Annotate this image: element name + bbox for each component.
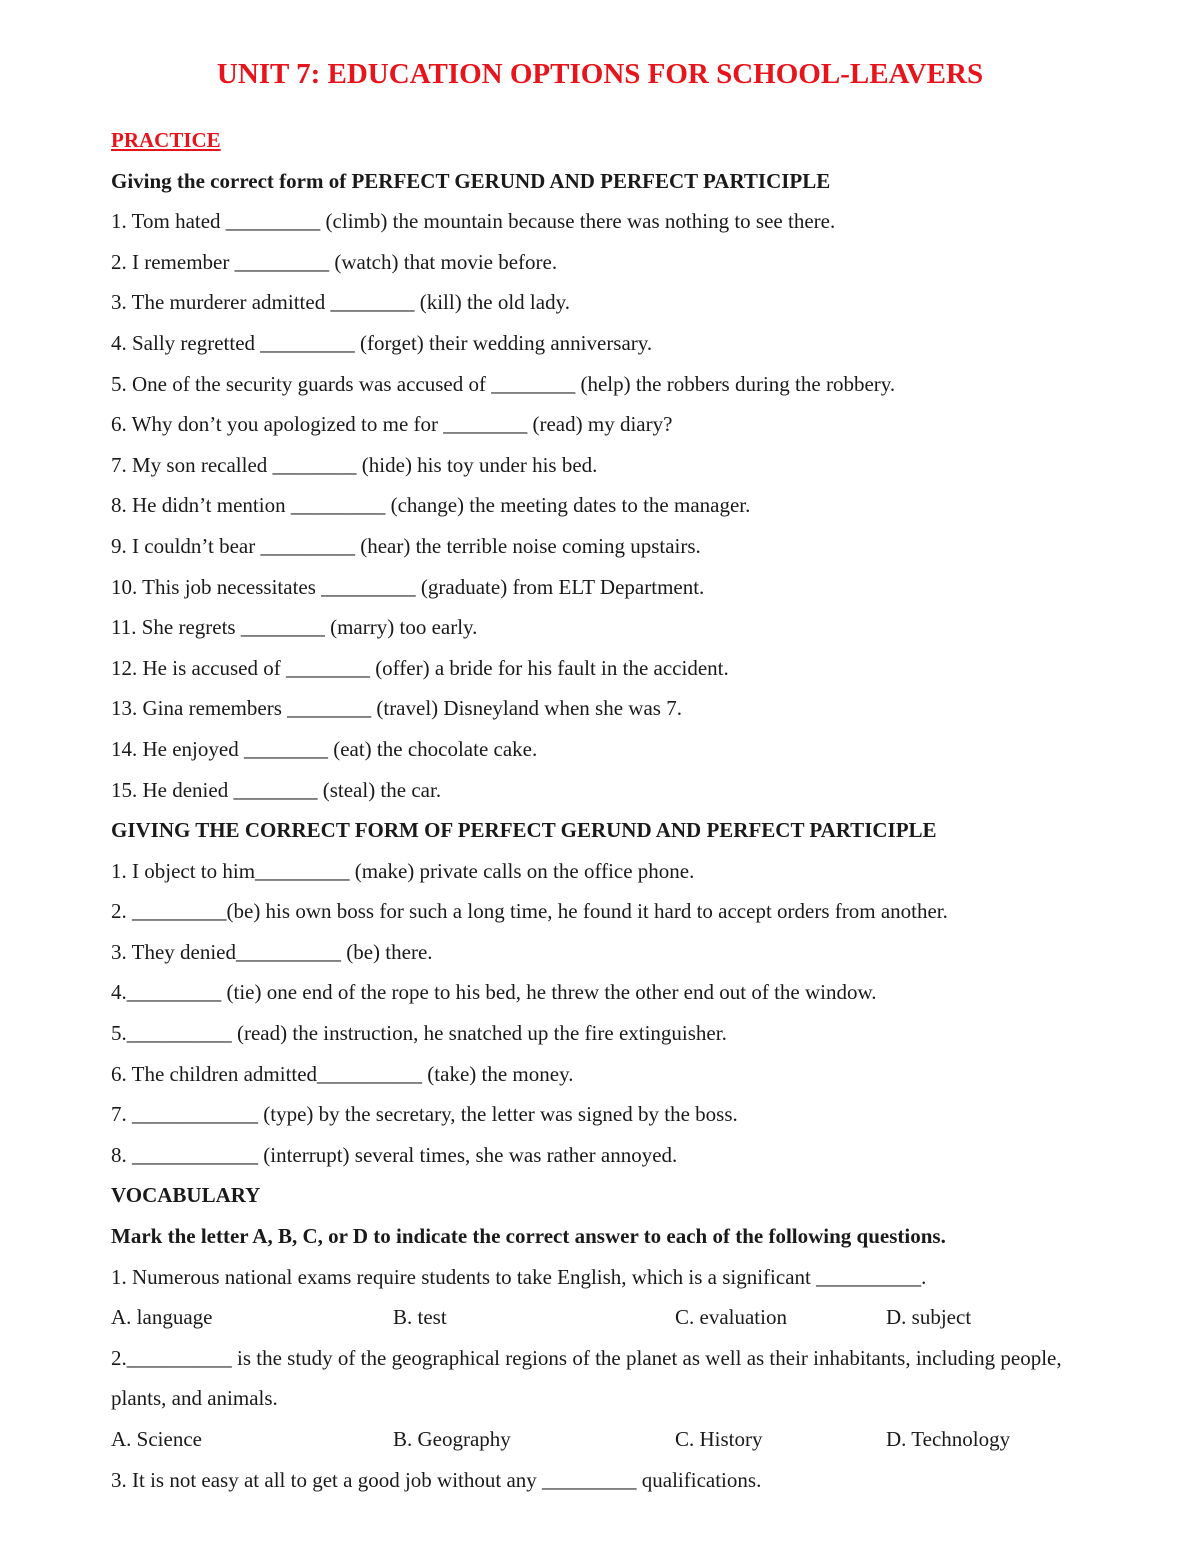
exercise-item: 7. My son recalled ________ (hide) his toy under his bed. — [111, 452, 598, 477]
option-b: B. test — [393, 1305, 447, 1330]
exercise-item: 2. I remember _________ (watch) that movie before. — [111, 249, 558, 274]
option-b: B. Geography — [393, 1427, 511, 1451]
option-d: D. Technology — [886, 1427, 1011, 1451]
option-a: A. Science — [111, 1427, 202, 1451]
document-body — [111, 120, 1111, 1500]
exercise-item: 3. The murderer admitted ________ (kill) the old lady. — [111, 290, 570, 315]
exercise-item: 13. Gina remembers ________ (travel) Disneyland when she was 7. — [111, 696, 682, 721]
exercise-item: 10. This job necessitates _________ (graduate) from ELT Department. — [111, 574, 705, 599]
question-text: 2.__________ is the study of the geographical regions of the planet as well as their inhabitants, including people, plants, and animals. — [111, 1345, 1062, 1411]
option-d: D. subject — [886, 1305, 972, 1330]
exercise-item: 7. ____________ (type) by the secretary, the letter was signed by the boss. — [111, 1102, 738, 1127]
exercise-item: 2. _________(be) his own boss for such a long time, he found it hard to accept orders from another. — [111, 899, 948, 924]
practice-heading: PRACTICE — [111, 128, 221, 152]
answer-options — [111, 1419, 1111, 1460]
exercise-item: 12. He is accused of ________ (offer) a bride for his fault in the accident. — [111, 655, 729, 680]
question-text: 1. Numerous national exams require students to take English, which is a significant __________. — [111, 1264, 927, 1289]
exercise-item: 6. The children admitted__________ (take) the money. — [111, 1061, 574, 1086]
practice-instruction: Giving the correct form of PERFECT GERUND AND PERFECT PARTICIPLE — [111, 168, 831, 193]
vocabulary-heading: VOCABULARY — [111, 1183, 261, 1208]
option-c: C. evaluation — [675, 1305, 787, 1330]
exercise-item: 8. He didn’t mention _________ (change) the meeting dates to the manager. — [111, 493, 751, 518]
exercise-item: 8. ____________ (interrupt) several times, she was rather annoyed. — [111, 1142, 678, 1167]
exercise-item: 5. One of the security guards was accused of ________ (help) the robbers during the robbery. — [111, 371, 896, 396]
question-text: 3. It is not easy at all to get a good job without any _________ qualifications. — [111, 1467, 762, 1492]
page-title: UNIT 7: EDUCATION OPTIONS FOR SCHOOL-LEAVERS — [216, 58, 984, 90]
option-a: A. language — [111, 1305, 213, 1330]
exercise-item: 9. I couldn’t bear _________ (hear) the terrible noise coming upstairs. — [111, 533, 701, 558]
section2-heading: GIVING THE CORRECT FORM OF PERFECT GERUND AND PERFECT PARTICIPLE — [111, 818, 937, 843]
exercise-item: 14. He enjoyed ________ (eat) the chocolate cake. — [111, 736, 538, 761]
vocabulary-instruction: Mark the letter A, B, C, or D to indicate the correct answer to each of the following questions. — [111, 1224, 946, 1249]
exercise-item: 1. Tom hated _________ (climb) the mountain because there was nothing to see there. — [111, 209, 836, 234]
exercise-item: 3. They denied__________ (be) there. — [111, 939, 433, 964]
exercise-item: 4._________ (tie) one end of the rope to his bed, he threw the other end out of the window. — [111, 980, 877, 1005]
answer-options — [111, 1297, 1111, 1338]
exercise-item: 4. Sally regretted _________ (forget) their wedding anniversary. — [111, 330, 653, 355]
exercise-item: 1. I object to him_________ (make) private calls on the office phone. — [111, 858, 695, 883]
option-c: C. History — [675, 1427, 763, 1451]
exercise-item: 6. Why don’t you apologized to me for ________ (read) my diary? — [111, 412, 673, 437]
exercise-item: 11. She regrets ________ (marry) too early. — [111, 615, 478, 640]
exercise-item: 5.__________ (read) the instruction, he snatched up the fire extinguisher. — [111, 1021, 727, 1046]
exercise-item: 15. He denied ________ (steal) the car. — [111, 777, 442, 802]
